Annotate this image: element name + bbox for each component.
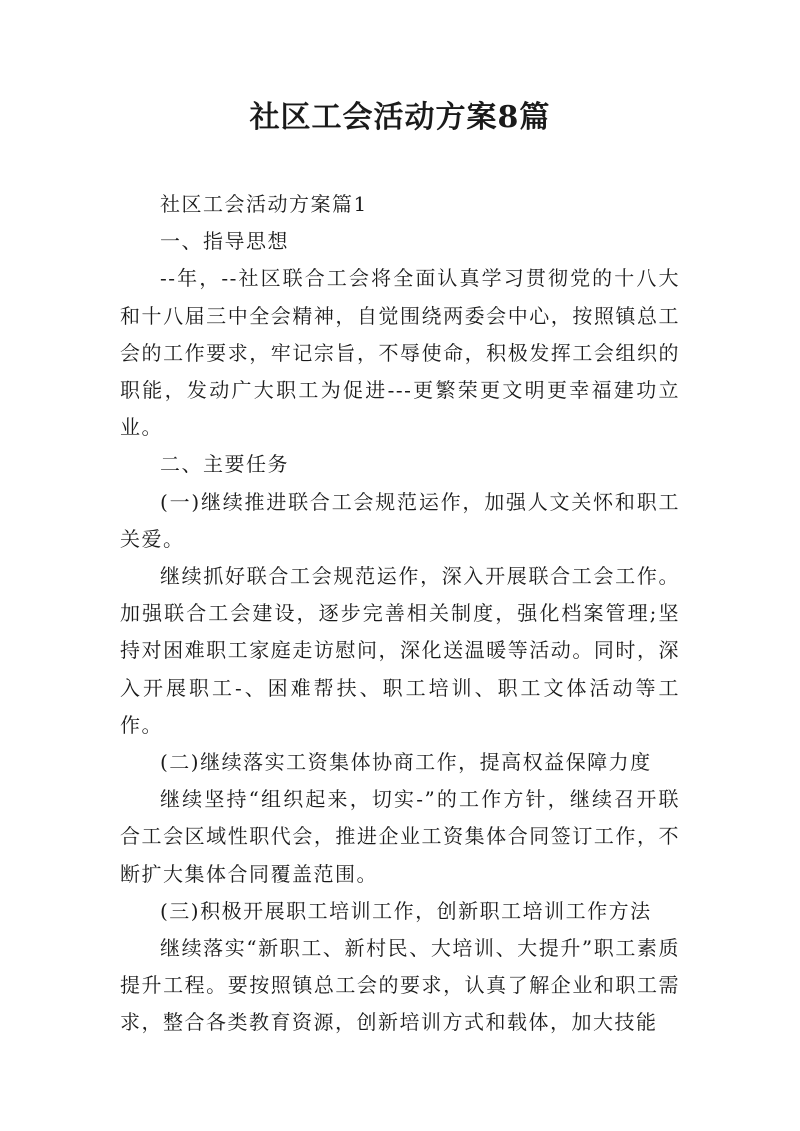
body-paragraph: --年，--社区联合工会将全面认真学习贯彻党的十八大和十八届三中全会精神，自觉围绕两委会中心，按照镇总工会的工作要求，牢记宗旨，不辱使命，积极发挥工会组织的职能，发动广大职工为促进---更繁荣更文明更幸福建功立业。 [120, 266, 680, 440]
body-paragraph: (二)继续落实工资集体协商工作，提高权益保障力度 [160, 750, 652, 775]
section-heading: 社区工会活动方案篇1 [160, 192, 368, 216]
body-paragraph: 继续落实“新职工、新村民、大培训、大提升”职工素质提升工程。要按照镇总工会的要求，认真了解企业和职工需求，整合各类教育资源，创新培训方式和载体，加大技能 [120, 936, 680, 1035]
body-paragraph: 继续抓好联合工会规范运作，深入开展联合工会工作。加强联合工会建设，逐步完善相关制度，强化档案管理;坚持对困难职工家庭走访慰问，深化送温暖等活动。同时，深入开展职工-、困难帮扶、职工培训、职工文体活动等工作。 [120, 564, 680, 737]
body-paragraph: 继续坚持“组织起来，切实-”的工作方针，继续召开联合工会区域性职代会，推进企业工资集体合同签订工作，不断扩大集体合同覆盖范围。 [120, 787, 680, 886]
document-body [120, 186, 680, 1042]
body-paragraph: (三)积极开展职工培训工作，创新职工培训工作方法 [160, 898, 652, 923]
document-title: 社区工会活动方案8篇 [249, 100, 551, 135]
subsection-heading: 一、指导思想 [160, 229, 289, 254]
body-paragraph: (一)继续推进联合工会规范运作，加强人文关怀和职工关爱。 [120, 489, 680, 551]
subsection-heading: 二、主要任务 [160, 452, 289, 477]
